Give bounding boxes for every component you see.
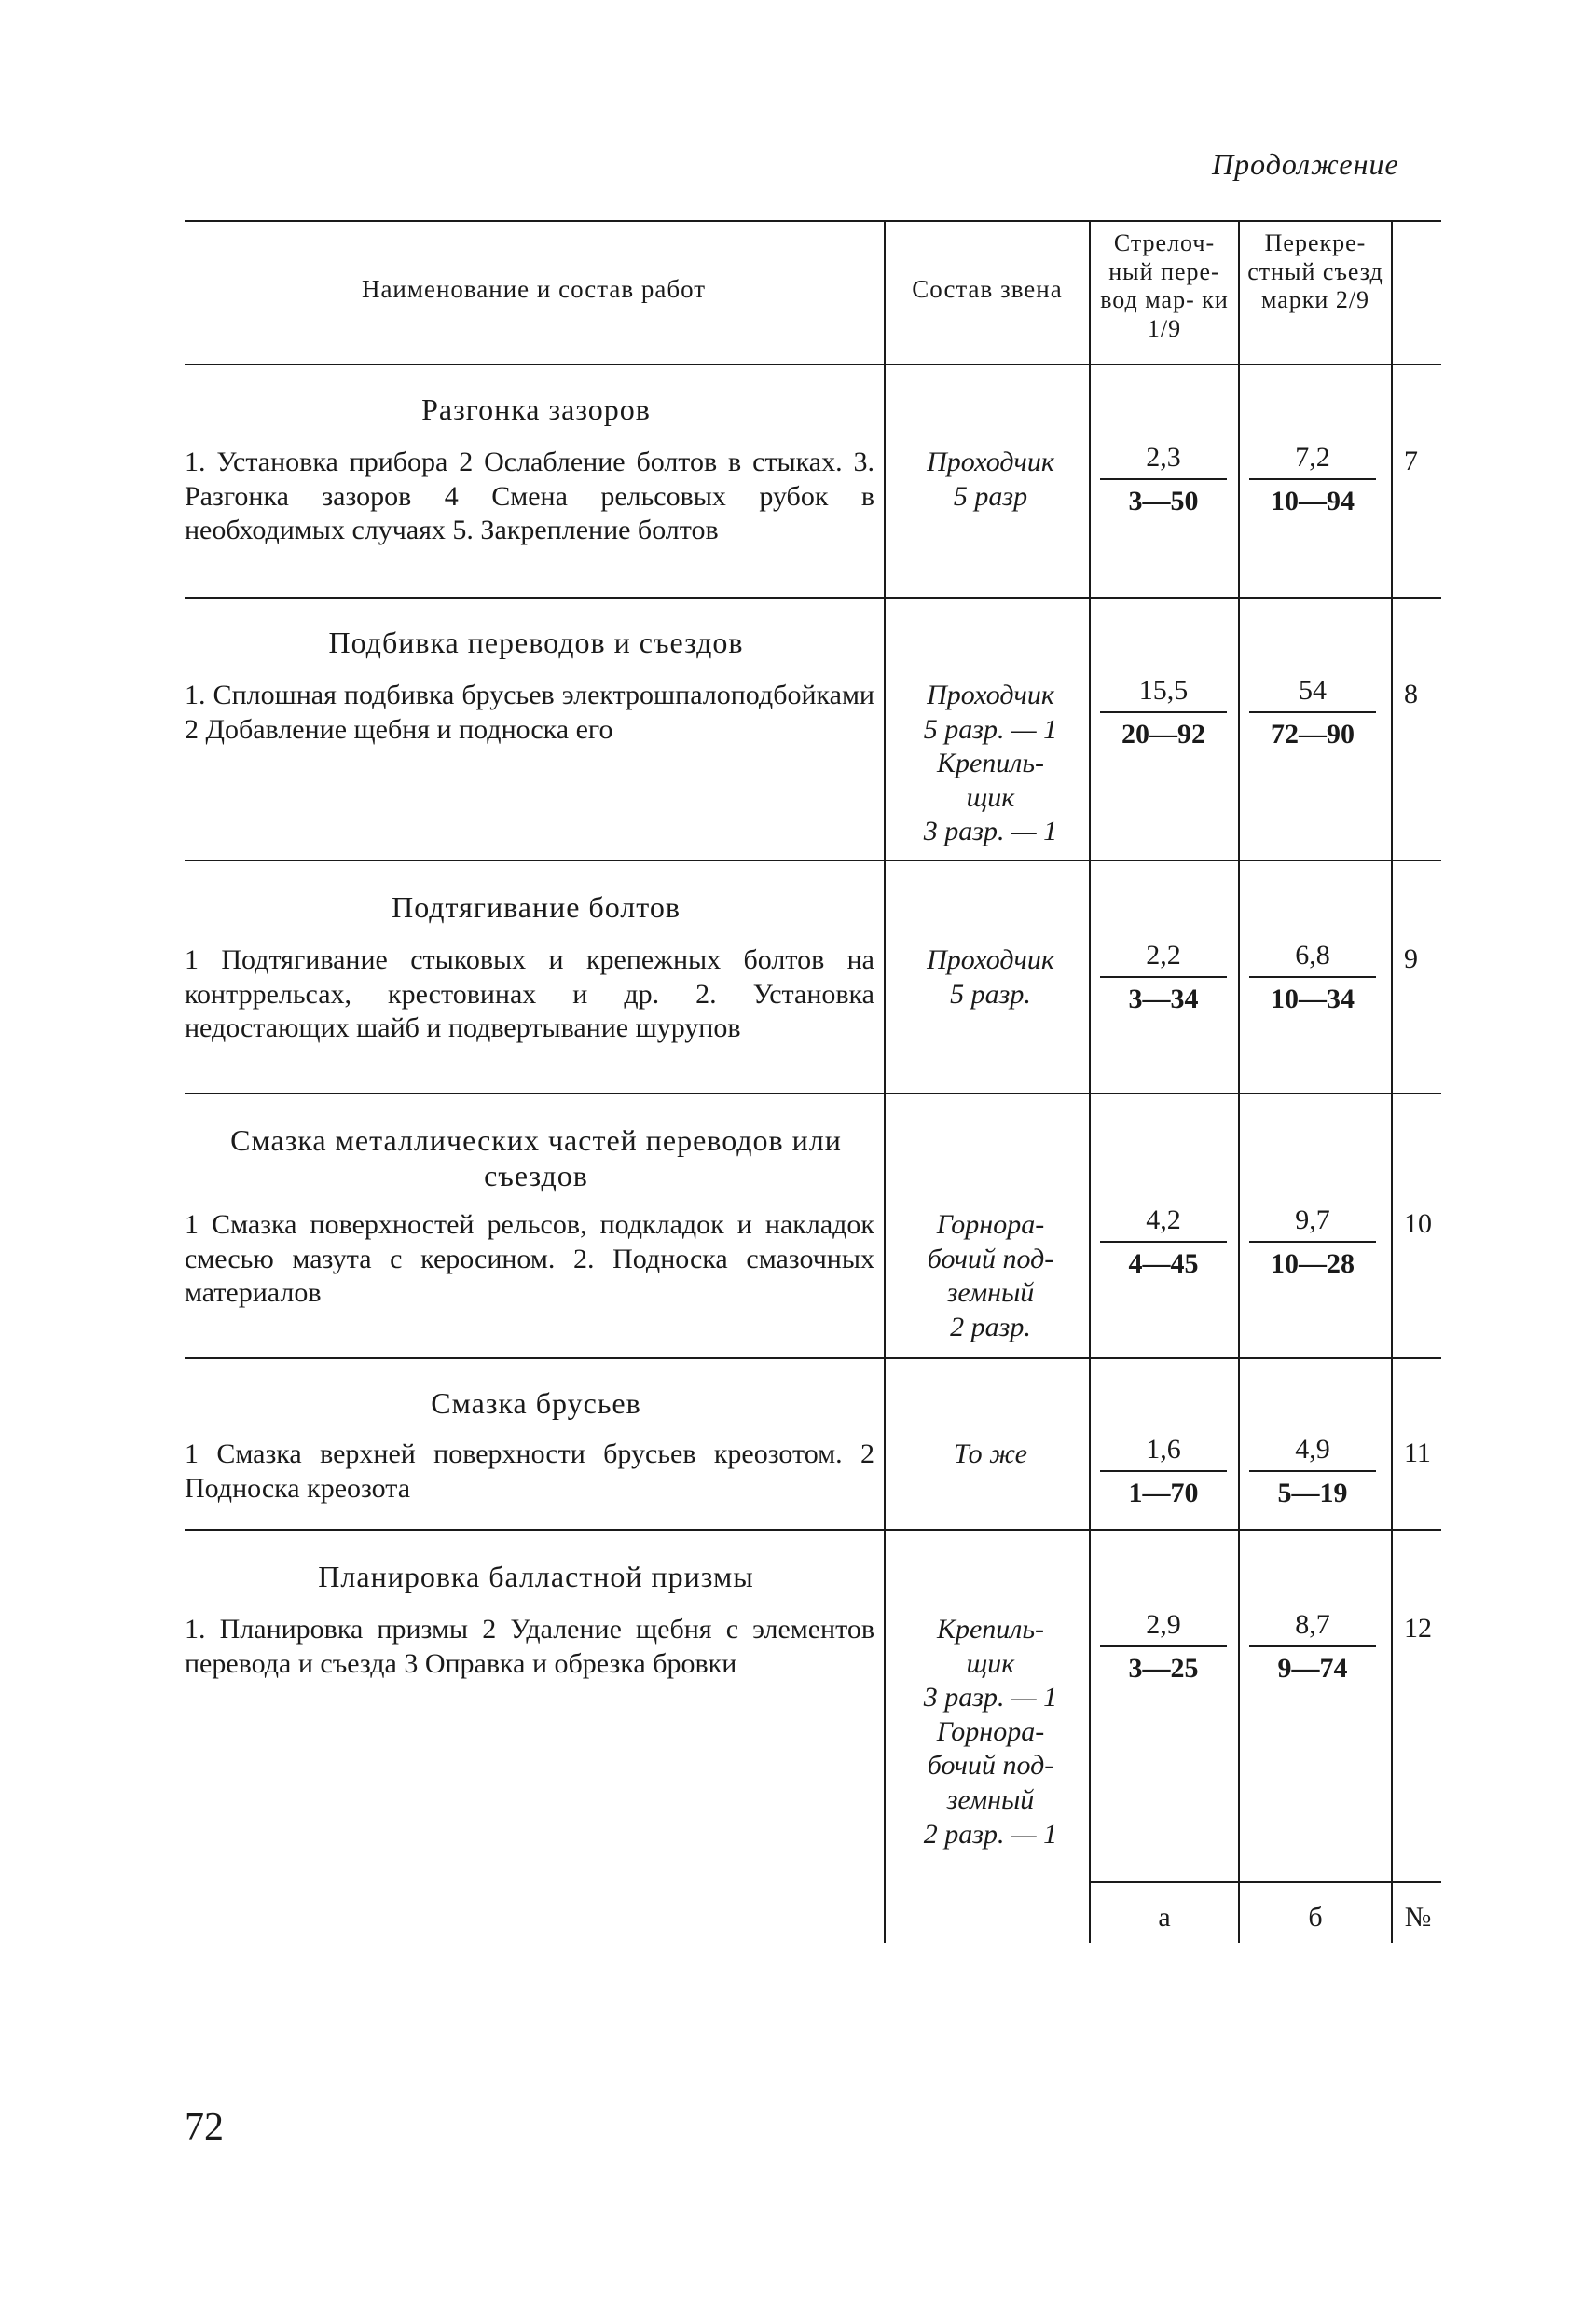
section-title: Смазка брусьев <box>431 1386 641 1420</box>
norm-value: 1,6 <box>1100 1434 1227 1472</box>
footer-label-b: б <box>1308 1902 1323 1933</box>
footer-label-a: а <box>1158 1902 1171 1933</box>
row-number: 12 <box>1404 1613 1432 1644</box>
footer-rule <box>1089 1881 1441 1883</box>
value-a <box>1100 940 1227 1015</box>
row-separator <box>185 1357 1441 1359</box>
norm-value: 2,2 <box>1100 940 1227 978</box>
price-value: 3—34 <box>1128 983 1199 1014</box>
value-a <box>1100 1609 1227 1685</box>
row-number: 7 <box>1404 446 1418 476</box>
header-crew: Состав звена <box>912 275 1063 303</box>
row-number: 8 <box>1404 679 1418 709</box>
row-separator <box>185 1529 1441 1531</box>
crew-composition: Крепиль- щик 3 разр. — 1 Горнора- бочий под- земный 2 разр. — 1 <box>923 1614 1058 1850</box>
norm-value: 4,2 <box>1100 1204 1227 1243</box>
value-b <box>1249 1609 1376 1685</box>
column-divider <box>884 220 886 1943</box>
section-body: 1 Смазка поверхностей рельсов, подкладок и накладок смесью мазута с керосином. 2. Подноска смазочных материалов <box>185 1209 874 1309</box>
continued-label: Продолжение <box>1212 147 1399 181</box>
section-title: Разгонка зазоров <box>421 392 651 426</box>
value-a <box>1100 442 1227 517</box>
table-top-rule <box>185 220 1441 222</box>
crew-composition: Проходчик 5 разр. — 1 Крепиль- щик 3 разр. — 1 <box>923 680 1058 847</box>
header-switch: Стрелоч- ный пере- вод мар- ки 1/9 <box>1100 229 1229 343</box>
column-divider <box>1391 220 1393 1943</box>
norm-value: 9,7 <box>1249 1204 1376 1243</box>
price-value: 1—70 <box>1128 1477 1199 1508</box>
value-b <box>1249 1434 1376 1509</box>
value-a <box>1100 675 1227 750</box>
price-value: 3—50 <box>1128 485 1199 516</box>
header-work-name: Наименование и состав работ <box>361 275 707 303</box>
price-value: 10—94 <box>1271 485 1355 516</box>
section-title: Планировка балластной призмы <box>318 1560 754 1593</box>
section-body: 1 Подтягивание стыковых и крепежных болтов на контррельсах, крестовинах и др. 2. Установка недостающих шайб и подвертывание шурупов <box>185 944 874 1044</box>
section-body: 1 Смазка верхней поверхности брусьев креозотом. 2 Подноска креозота <box>185 1438 874 1504</box>
norm-value: 54 <box>1249 675 1376 713</box>
section-title: Подтягивание болтов <box>392 890 681 924</box>
norm-value: 8,7 <box>1249 1609 1376 1647</box>
section-title: Подбивка переводов и съездов <box>328 626 744 659</box>
price-value: 10—28 <box>1271 1247 1355 1279</box>
column-divider <box>1238 220 1240 1943</box>
header-crossover: Перекре- стный съезд марки 2/9 <box>1247 229 1383 314</box>
value-a <box>1100 1204 1227 1280</box>
norm-value: 4,9 <box>1249 1434 1376 1472</box>
crew-composition: Проходчик 5 разр. <box>927 944 1054 1010</box>
row-separator <box>185 1093 1441 1094</box>
value-b <box>1249 1204 1376 1280</box>
price-value: 5—19 <box>1277 1477 1348 1508</box>
row-number: 9 <box>1404 943 1418 974</box>
crew-composition: То же <box>954 1438 1027 1469</box>
row-number: 11 <box>1404 1438 1431 1468</box>
crew-composition: Горнора- бочий под- земный 2 разр. <box>927 1209 1054 1342</box>
page-number: 72 <box>185 2106 224 2149</box>
price-value: 72—90 <box>1271 718 1355 750</box>
price-value: 10—34 <box>1271 983 1355 1014</box>
row-separator <box>185 860 1441 861</box>
value-b <box>1249 940 1376 1015</box>
norm-value: 6,8 <box>1249 940 1376 978</box>
section-body: 1. Планировка призмы 2 Удаление щебня с элементов перевода и съезда 3 Оправка и обрезка бровки <box>185 1614 874 1679</box>
row-number: 10 <box>1404 1208 1432 1239</box>
footer-label-num: № <box>1404 1902 1432 1933</box>
norm-value: 2,9 <box>1100 1609 1227 1647</box>
row-separator <box>185 597 1441 599</box>
price-value: 4—45 <box>1128 1247 1199 1279</box>
price-value: 20—92 <box>1121 718 1205 750</box>
norm-value: 2,3 <box>1100 442 1227 480</box>
header-bottom-rule <box>185 364 1441 365</box>
section-body: 1. Установка прибора 2 Ослабление болтов в стыках. 3. Разгонка зазоров 4 Смена рельсовых рубок в необходимых случаях 5. Закрепление болтов <box>185 447 874 546</box>
norm-value: 7,2 <box>1249 442 1376 480</box>
section-body: 1. Сплошная подбивка брусьев электрошпалоподбойками 2 Добавление щебня и подноска его <box>185 680 874 745</box>
norm-value: 15,5 <box>1100 675 1227 713</box>
value-a <box>1100 1434 1227 1509</box>
value-b <box>1249 442 1376 517</box>
price-value: 9—74 <box>1277 1652 1348 1684</box>
value-b <box>1249 675 1376 750</box>
section-title: Смазка металлических частей переводов или съездов <box>230 1123 842 1193</box>
price-value: 3—25 <box>1128 1652 1199 1684</box>
crew-composition: Проходчик 5 разр <box>927 447 1054 512</box>
